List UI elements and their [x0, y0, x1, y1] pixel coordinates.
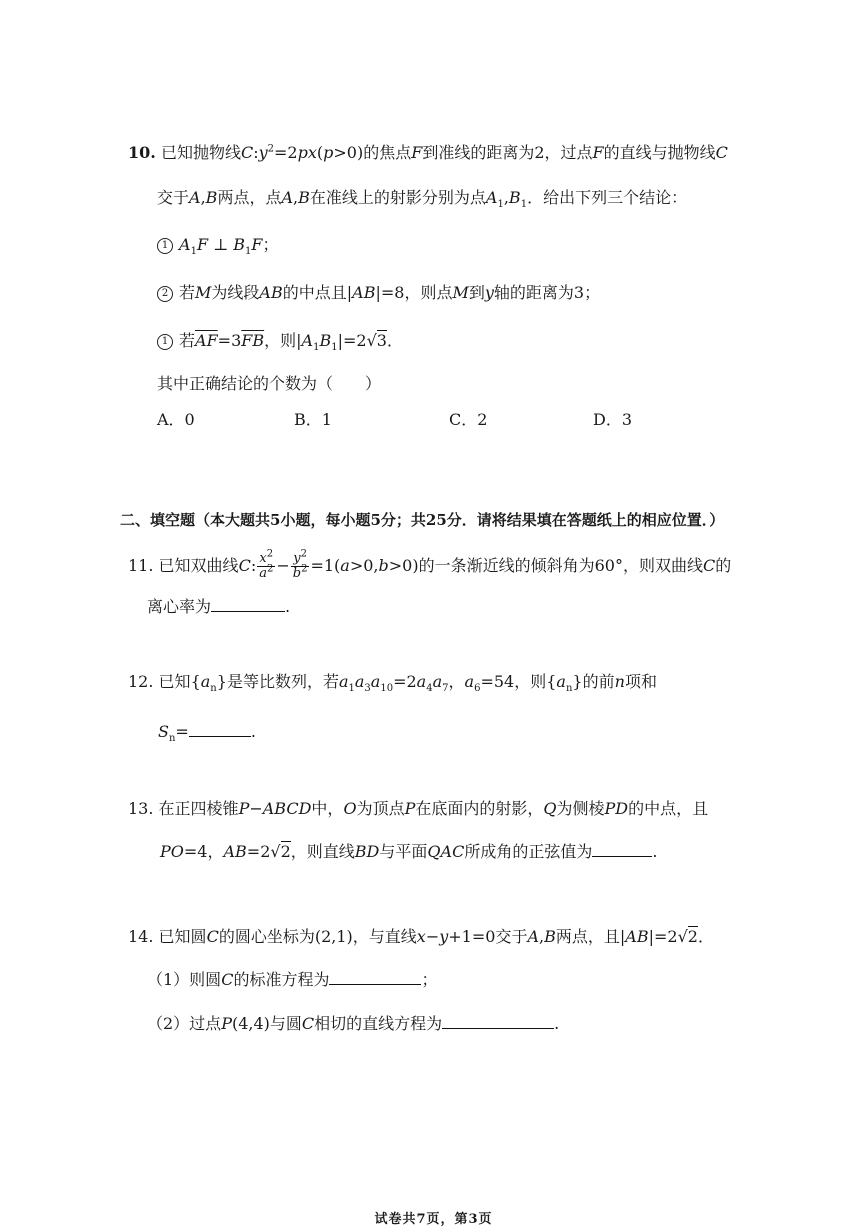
answer-blank[interactable] — [211, 597, 285, 612]
answer-blank[interactable] — [329, 970, 421, 985]
q13-number: 13. — [128, 799, 154, 818]
q10-option-2: 2 若M为线段AB的中点且|AB|=8，则点M到y轴的距离为3； — [157, 283, 600, 303]
answer-blank[interactable] — [189, 722, 251, 737]
q14-sub2: （2）过点P(4,4)与圆C相切的直线方程为 . — [147, 1014, 560, 1033]
q10-line2: 交于A,B两点，点A,B在准线上的射影分别为点$A_1,B_1$．给出下列三个结论： — [157, 188, 688, 211]
q10-question: 其中正确结论的个数为（ ） — [157, 374, 382, 393]
q10-choice-d: D．3 — [593, 410, 633, 429]
fraction: $\frac{x^2}{a^2}$ — [259, 548, 274, 581]
q10-option-1: 1 $A_1F$ ⊥ $B_1F$； — [157, 235, 279, 255]
q14-sub1: （1）则圆C的标准方程为 ； — [147, 970, 438, 989]
q12-line2: $S_n=$ . — [158, 722, 256, 745]
q12-number: 12. — [128, 672, 154, 691]
q11-line2: 离心率为 . — [147, 597, 291, 616]
fraction: $\frac{y^2}{b^2}$ — [292, 548, 308, 581]
answer-blank[interactable] — [592, 842, 652, 857]
circled-number-icon: 1 — [157, 238, 173, 254]
q11-line1: 11. 已知双曲线C: $\frac{x^2}{a^2}$ − $\frac{y^2}{b^2}$ =1(a>0,b>0)的一条渐近线的倾斜角为60°，则双曲线C的 — [128, 548, 732, 581]
section-title: 二、填空题（本大题共5小题，每小题5分；共25分．请将结果填在答题纸上的相应位置．） — [120, 511, 725, 529]
q10-choice-b: B．1 — [294, 410, 332, 429]
q14-line1: 14. 已知圆C的圆心坐标为(2,1)，与直线x−y+1=0交于A,B两点，且|AB|=2√2． — [128, 927, 714, 946]
q10-choice-a: A．0 — [157, 410, 195, 429]
circled-number-icon: 2 — [157, 286, 173, 302]
q11-number: 11. — [128, 556, 154, 575]
formula: C — [240, 143, 254, 162]
q13-line1: 13. 在正四棱锥P−ABCD中，O为顶点P在底面内的射影，Q为侧棱PD的中点，且 — [128, 799, 709, 818]
q12-line1: 12. 已知$\{a_n\}$是等比数列，若$a_1a_3a_{10}=2a_4a_7$，$a_6=54$，则$\{a_n\}$的前n项和 — [128, 672, 657, 695]
answer-blank[interactable] — [442, 1014, 554, 1029]
q10-number: 10. — [128, 143, 156, 162]
q10-line1: 10. 已知抛物线$C:y^2=2px(p>0)$的焦点F到准线的距离为2，过点F的直线与抛物线C — [128, 143, 728, 162]
q14-number: 14. — [128, 927, 154, 946]
page-footer: 试卷共7页，第3页 — [374, 1212, 493, 1227]
circled-number-icon: 1 — [157, 334, 173, 350]
q10-choice-c: C．2 — [449, 410, 488, 429]
q13-line2: PO=4，AB=2√2，则直线BD与平面QAC所成角的正弦值为 . — [160, 842, 658, 861]
q10-option-3: 1 若$\overline{AF}=3\overline{FB}$，则$|A_1B_1|=2√3$． — [157, 331, 403, 351]
